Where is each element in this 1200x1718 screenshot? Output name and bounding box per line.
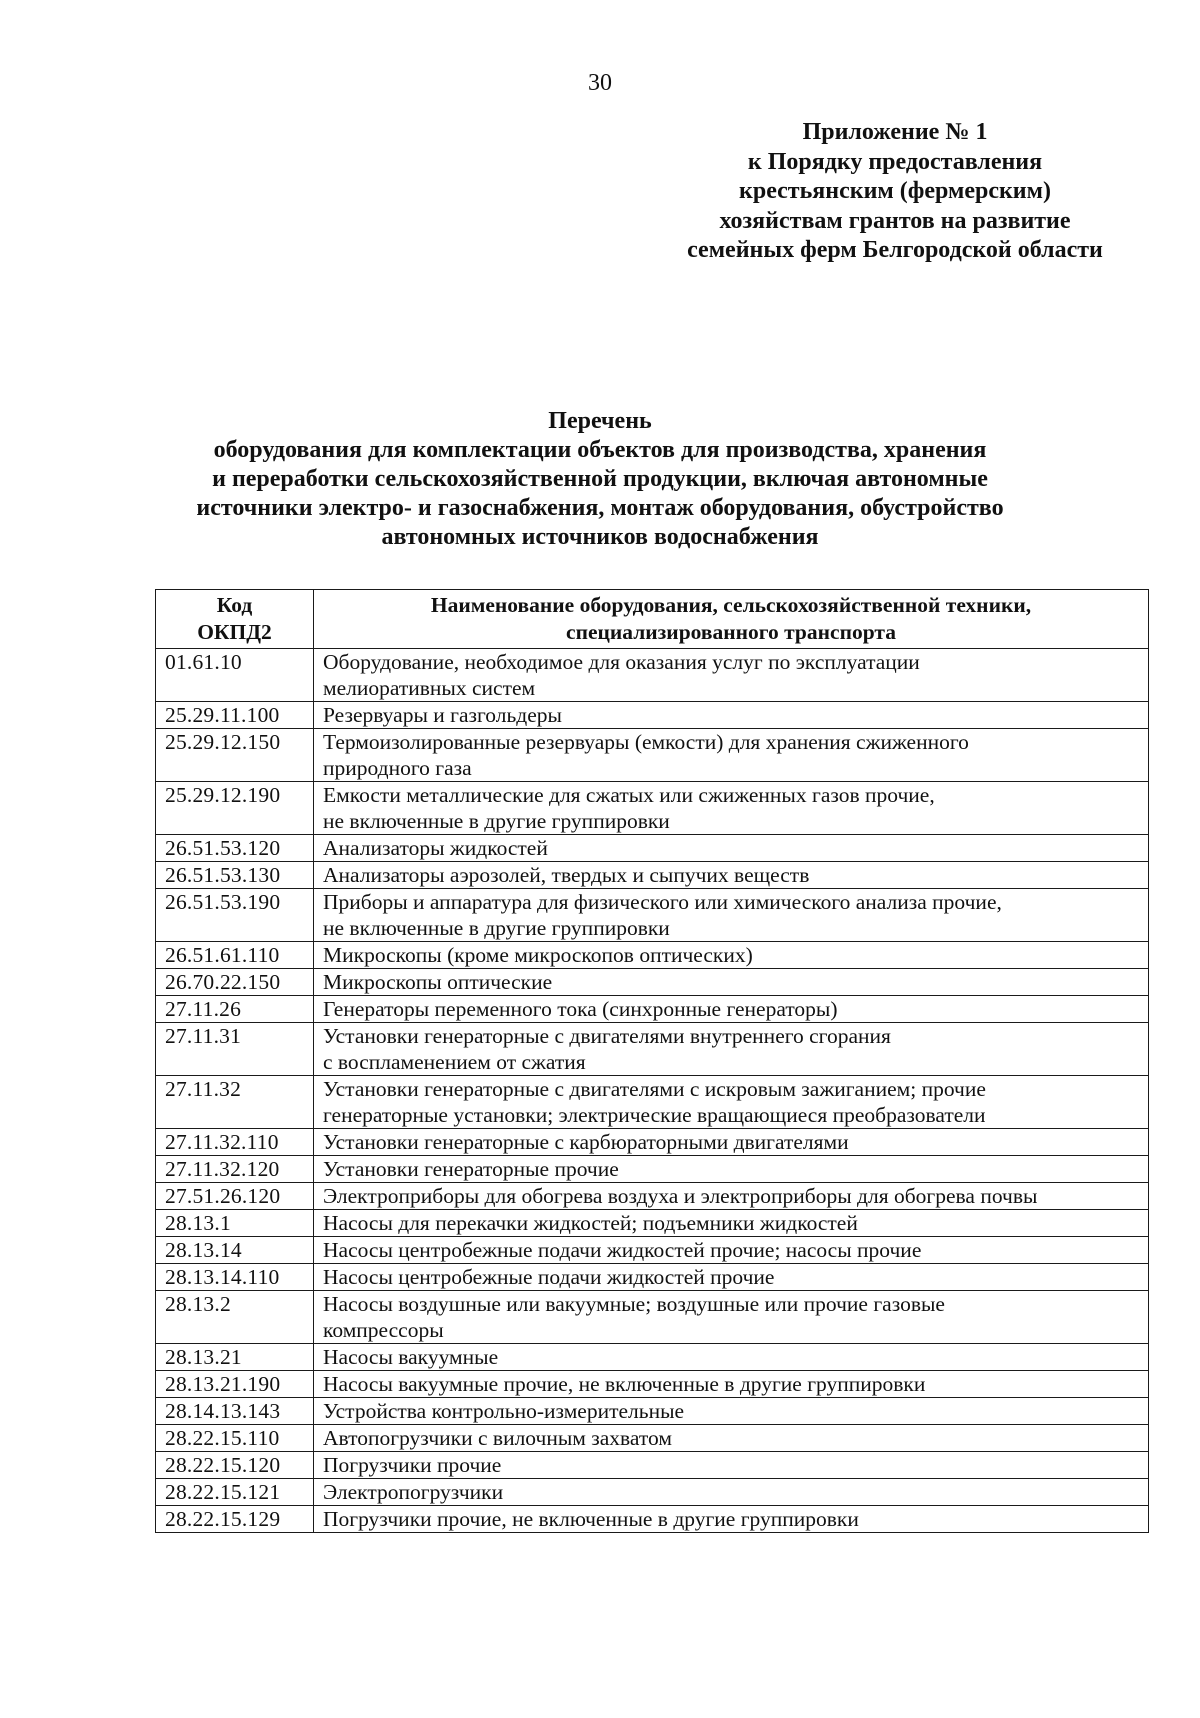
equipment-name: Устройства контрольно-измерительные xyxy=(314,1398,1149,1425)
table-header-row xyxy=(156,590,1149,649)
appendix-line: хозяйствам грантов на развитие xyxy=(719,207,1071,234)
okpd2-code: 27.11.32.120 xyxy=(156,1156,314,1183)
okpd2-code: 28.13.21.190 xyxy=(156,1371,314,1398)
equipment-table xyxy=(155,589,1149,1533)
okpd2-code: 28.22.15.110 xyxy=(156,1425,314,1452)
list-title-line: и переработки сельскохозяйственной продукции, включая автономные xyxy=(212,466,988,492)
table-row xyxy=(156,1210,1149,1237)
okpd2-code: 27.11.26 xyxy=(156,996,314,1023)
okpd2-code: 28.22.15.129 xyxy=(156,1506,314,1533)
list-title-line: источники электро- и газоснабжения, монтаж оборудования, обустройство xyxy=(196,495,1004,521)
table-row xyxy=(156,1237,1149,1264)
appendix-line: семейных ферм Белгородской области xyxy=(687,237,1103,263)
table-row xyxy=(156,1156,1149,1183)
equipment-name: Насосы вакуумные прочие, не включенные в другие группировки xyxy=(314,1371,1149,1398)
okpd2-code: 28.22.15.121 xyxy=(156,1479,314,1506)
okpd2-code: 28.14.13.143 xyxy=(156,1398,314,1425)
list-title-line: Перечень xyxy=(548,408,652,434)
appendix-line: Приложение № 1 xyxy=(802,119,988,145)
okpd2-code: 28.13.1 xyxy=(156,1210,314,1237)
equipment-name: Насосы центробежные подачи жидкостей прочие; насосы прочие xyxy=(314,1237,1149,1264)
okpd2-code: 28.22.15.120 xyxy=(156,1452,314,1479)
list-title-line: оборудования для комплектации объектов для производства, хранения xyxy=(213,437,987,463)
equipment-name: Приборы и аппаратура для физического или химического анализа прочие, не включенные в другие группировки xyxy=(314,889,1149,942)
equipment-name: Установки генераторные с двигателями внутреннего сгорания с воспламенением от сжатия xyxy=(314,1023,1149,1076)
okpd2-code: 26.51.61.110 xyxy=(156,942,314,969)
table-row xyxy=(156,1129,1149,1156)
table-row xyxy=(156,1506,1149,1533)
page-number: 30 xyxy=(588,70,612,96)
table-row xyxy=(156,996,1149,1023)
table-row xyxy=(156,1023,1149,1076)
equipment-name: Установки генераторные с карбюраторными двигателями xyxy=(314,1129,1149,1156)
table-row xyxy=(156,729,1149,782)
table-row xyxy=(156,1264,1149,1291)
table-row xyxy=(156,1425,1149,1452)
equipment-name: Насосы центробежные подачи жидкостей прочие xyxy=(314,1264,1149,1291)
table-row xyxy=(156,1371,1149,1398)
appendix-line: крестьянским (фермерским) xyxy=(739,178,1051,204)
table-row xyxy=(156,782,1149,835)
table-row xyxy=(156,862,1149,889)
equipment-name: Резервуары и газгольдеры xyxy=(314,702,1149,729)
okpd2-code: 26.51.53.190 xyxy=(156,889,314,942)
table-row xyxy=(156,942,1149,969)
appendix-heading xyxy=(635,118,1155,266)
equipment-name: Погрузчики прочие, не включенные в другие группировки xyxy=(314,1506,1149,1533)
list-title-line: автономных источников водоснабжения xyxy=(381,524,819,550)
equipment-name: Электропогрузчики xyxy=(314,1479,1149,1506)
okpd2-code: 01.61.10 xyxy=(156,649,314,702)
equipment-name: Микроскопы (кроме микроскопов оптических) xyxy=(314,942,1149,969)
okpd2-code: 26.51.53.120 xyxy=(156,835,314,862)
table-row xyxy=(156,1452,1149,1479)
equipment-name: Насосы воздушные или вакуумные; воздушные или прочие газовые компрессоры xyxy=(314,1291,1149,1344)
table-row xyxy=(156,889,1149,942)
table-row xyxy=(156,1183,1149,1210)
equipment-name: Установки генераторные с двигателями с искровым зажиганием; прочие генераторные установки; электрические вращающиеся преобразователи xyxy=(314,1076,1149,1129)
okpd2-code: 25.29.12.190 xyxy=(156,782,314,835)
okpd2-code: 28.13.14 xyxy=(156,1237,314,1264)
equipment-name: Установки генераторные прочие xyxy=(314,1156,1149,1183)
equipment-name: Анализаторы жидкостей xyxy=(314,835,1149,862)
table-row xyxy=(156,702,1149,729)
equipment-name: Анализаторы аэрозолей, твердых и сыпучих веществ xyxy=(314,862,1149,889)
equipment-name: Микроскопы оптические xyxy=(314,969,1149,996)
okpd2-code: 27.11.31 xyxy=(156,1023,314,1076)
table-body xyxy=(156,649,1149,1533)
header-name: Наименование оборудования, сельскохозяйственной техники, специализированного транспорта xyxy=(314,590,1149,649)
equipment-name: Насосы для перекачки жидкостей; подъемники жидкостей xyxy=(314,1210,1149,1237)
header-code: Код ОКПД2 xyxy=(156,590,314,649)
table-row xyxy=(156,649,1149,702)
table-row xyxy=(156,1479,1149,1506)
equipment-name: Генераторы переменного тока (синхронные генераторы) xyxy=(314,996,1149,1023)
table-row xyxy=(156,969,1149,996)
list-title xyxy=(0,407,1200,552)
okpd2-code: 27.11.32.110 xyxy=(156,1129,314,1156)
okpd2-code: 26.51.53.130 xyxy=(156,862,314,889)
table-row xyxy=(156,835,1149,862)
okpd2-code: 28.13.2 xyxy=(156,1291,314,1344)
equipment-name: Автопогрузчики с вилочным захватом xyxy=(314,1425,1149,1452)
okpd2-code: 27.11.32 xyxy=(156,1076,314,1129)
equipment-name: Емкости металлические для сжатых или сжиженных газов прочие, не включенные в другие группировки xyxy=(314,782,1149,835)
okpd2-code: 28.13.21 xyxy=(156,1344,314,1371)
okpd2-code: 28.13.14.110 xyxy=(156,1264,314,1291)
appendix-line: к Порядку предоставления xyxy=(747,148,1043,175)
okpd2-code: 27.51.26.120 xyxy=(156,1183,314,1210)
table-row xyxy=(156,1291,1149,1344)
okpd2-code: 25.29.12.150 xyxy=(156,729,314,782)
equipment-name: Насосы вакуумные xyxy=(314,1344,1149,1371)
table-row xyxy=(156,1076,1149,1129)
equipment-name: Термоизолированные резервуары (емкости) для хранения сжиженного природного газа xyxy=(314,729,1149,782)
equipment-name: Электроприборы для обогрева воздуха и электроприборы для обогрева почвы xyxy=(314,1183,1149,1210)
equipment-name: Погрузчики прочие xyxy=(314,1452,1149,1479)
table-row xyxy=(156,1344,1149,1371)
table-row xyxy=(156,1398,1149,1425)
okpd2-code: 25.29.11.100 xyxy=(156,702,314,729)
equipment-name: Оборудование, необходимое для оказания услуг по эксплуатации мелиоративных систем xyxy=(314,649,1149,702)
okpd2-code: 26.70.22.150 xyxy=(156,969,314,996)
